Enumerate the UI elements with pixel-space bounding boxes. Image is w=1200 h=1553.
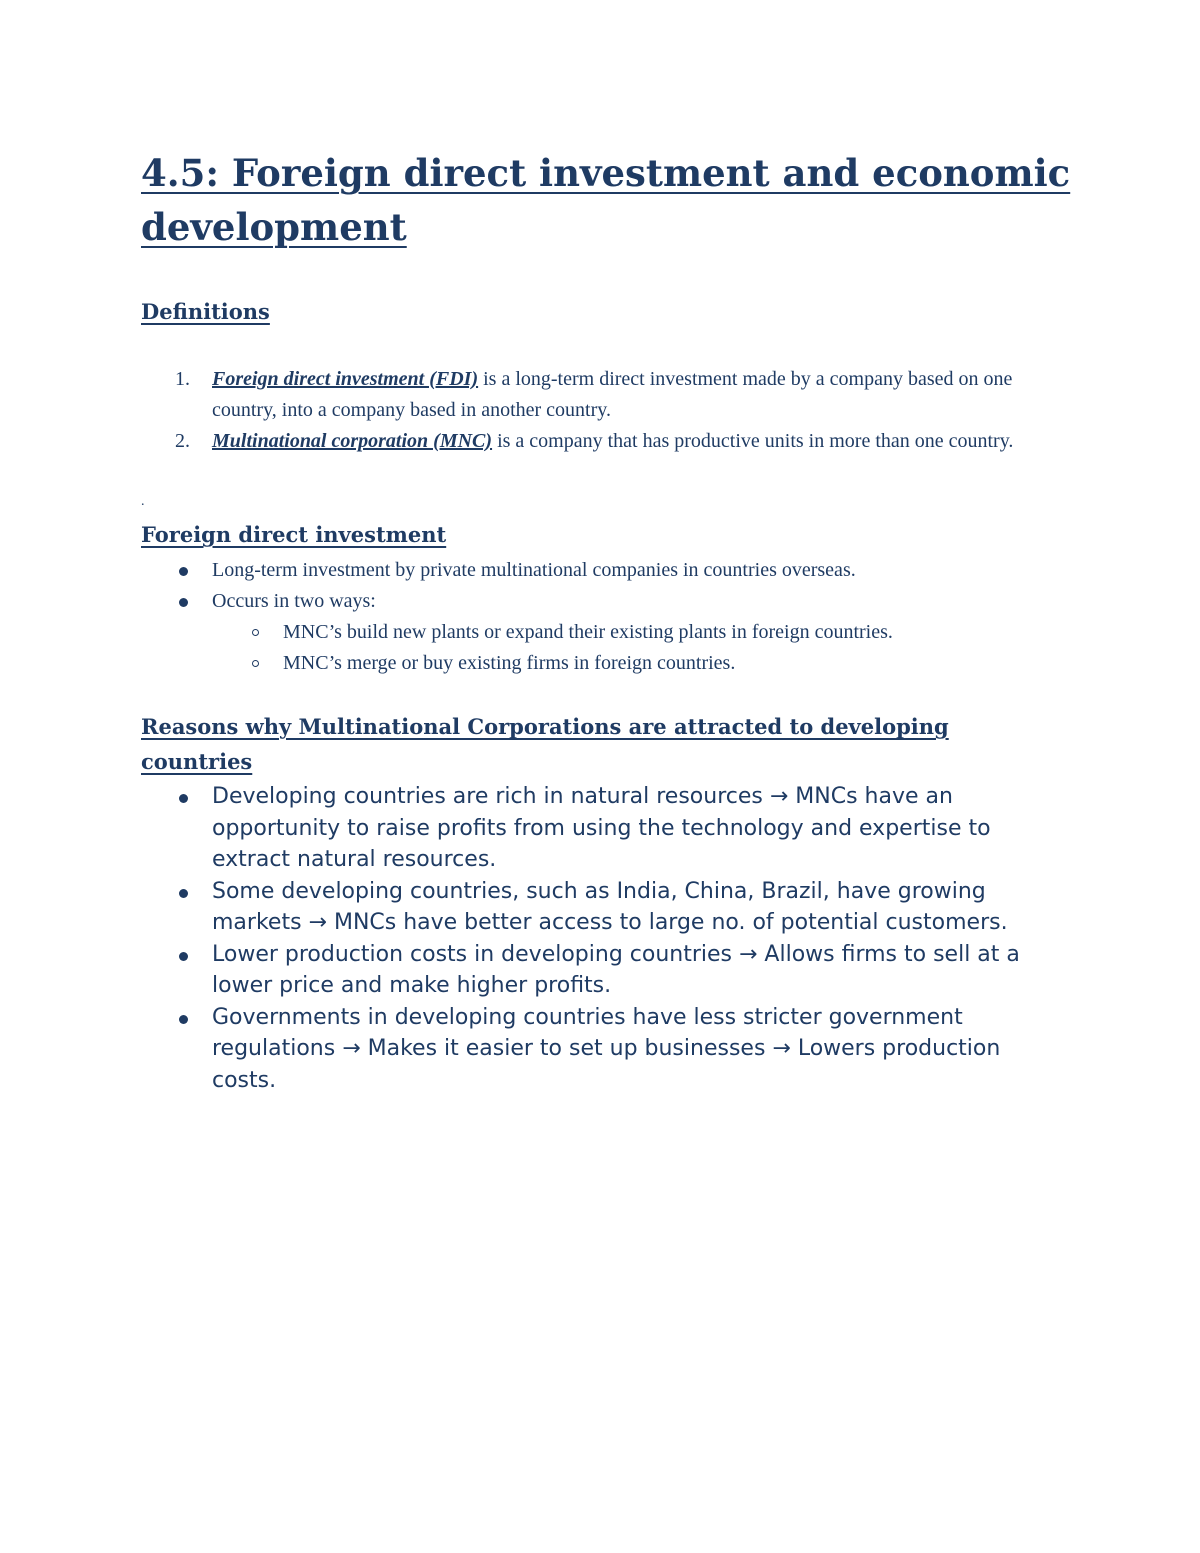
list-item-text: Developing countries are rich in natural resources → MNCs have an opportunity to raise profits from using the technology and expertise to extract natural resources. <box>212 784 991 872</box>
list-item <box>141 555 1061 586</box>
page-title: 4.5: Foreign direct investment and economic development <box>141 151 1071 249</box>
fdi-sublist <box>212 617 1072 679</box>
hollow-bullet-icon <box>252 629 259 636</box>
bullet-icon <box>179 1015 188 1024</box>
bullet-icon <box>179 794 188 803</box>
definition-item <box>141 426 1041 457</box>
definition-text: is a long-term direct investment made by a company based on one country, into a company based in another country. <box>212 368 1013 421</box>
sub-list-item-text: MNC’s build new plants or expand their existing plants in foreign countries. <box>283 621 893 643</box>
bullet-icon <box>179 952 188 961</box>
definition-text: is a company that has productive units in more than one country. <box>492 430 1014 452</box>
bullet-icon <box>179 567 188 576</box>
definitions-list <box>141 364 1041 457</box>
hollow-bullet-icon <box>252 660 259 667</box>
sub-list-item <box>212 617 1072 648</box>
list-number: 2. <box>175 430 190 452</box>
sub-list-item-text: MNC’s merge or buy existing firms in foreign countries. <box>283 652 736 674</box>
fdi-list <box>141 555 1061 617</box>
stray-mark: . <box>141 494 145 509</box>
bullet-icon <box>179 598 188 607</box>
definition-term: Multinational corporation (MNC) <box>212 430 493 452</box>
list-item <box>141 1002 1071 1097</box>
list-item <box>141 781 1071 876</box>
list-item-text: Occurs in two ways: <box>212 590 376 612</box>
list-number: 1. <box>175 368 190 390</box>
list-item <box>141 876 1071 939</box>
reasons-heading-line1: Reasons why Multinational Corporations are attracted to developing <box>141 714 949 739</box>
definition-term: Foreign direct investment (FDI) <box>212 368 479 390</box>
sub-list-item <box>212 648 1072 679</box>
reasons-list <box>141 781 1071 1096</box>
bullet-icon <box>179 889 188 898</box>
list-item-text: Some developing countries, such as India, China, Brazil, have growing markets → MNCs have better access to large no. of potential customers. <box>212 878 1008 935</box>
fdi-heading: Foreign direct investment <box>141 522 447 547</box>
definitions-heading: Definitions <box>141 299 270 324</box>
list-item-text: Long-term investment by private multinational companies in countries overseas. <box>212 559 856 581</box>
list-item <box>141 586 1061 617</box>
list-item <box>141 939 1071 1002</box>
reasons-heading-line2: countries <box>141 749 253 774</box>
list-item-text: Lower production costs in developing countries → Allows firms to sell at a lower price and make higher profits. <box>212 941 1020 998</box>
list-item-text: Governments in developing countries have less stricter government regulations → Makes it easier to set up businesses → Lowers production costs. <box>212 1004 1001 1093</box>
definition-item <box>141 364 1041 426</box>
